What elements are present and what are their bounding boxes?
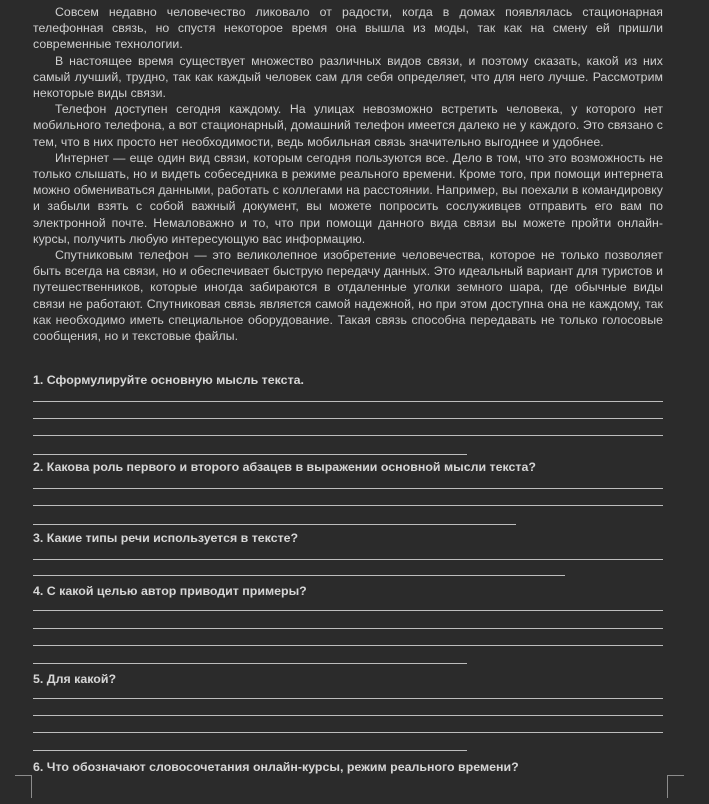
answer-line[interactable] — [33, 559, 663, 560]
answer-line[interactable] — [33, 663, 467, 664]
question-4-block — [33, 583, 307, 599]
question-2-block — [33, 459, 536, 475]
answer-line[interactable] — [33, 401, 663, 402]
paragraph-1: Совсем недавно человечество ликовало от радости, когда в домах появлялась стационарная телефонная связь, но спустя некоторое время она вышла из моды, так как на смену ей пришли современные технологии. — [33, 5, 663, 52]
question-1: 1. Сформулируйте основную мысль текста. — [33, 373, 304, 387]
answer-line[interactable] — [33, 698, 663, 699]
answer-line[interactable] — [33, 418, 663, 419]
question-5: 5. Для какой? — [33, 672, 117, 686]
answer-line[interactable] — [33, 715, 663, 716]
page-corner-left — [15, 775, 32, 798]
answer-line[interactable] — [33, 524, 516, 525]
answer-line[interactable] — [33, 628, 663, 629]
document-page — [33, 4, 663, 774]
question-6-block — [33, 759, 519, 775]
paragraph-3: Телефон доступен сегодня каждому. На улицах невозможно встретить человека, у которого нет мобильного телефона, а вот стационарный, домашний телефон имеется далеко не у каждого. Это связано с тем, что в них просто нет необходимости, ведь мобильная связь значительно выгоднее и удобнее. — [33, 102, 663, 149]
answer-line[interactable] — [33, 454, 467, 455]
text-body — [33, 4, 663, 344]
answer-line[interactable] — [33, 505, 663, 506]
answer-line[interactable] — [33, 435, 663, 436]
answer-line[interactable] — [33, 610, 663, 611]
question-4: 4. С какой целью автор приводит примеры? — [33, 584, 307, 598]
question-5-block — [33, 671, 116, 687]
answer-line[interactable] — [33, 732, 663, 733]
question-1-block — [33, 372, 304, 388]
answer-line[interactable] — [33, 575, 565, 576]
question-3-block — [33, 530, 298, 546]
question-2: 2. Какова роль первого и второго абзацев в выражении основной мысли текста? — [33, 460, 536, 474]
paragraph-2: В настоящее время существует множество различных видов связи, и поэтому сказать, какой из них самый лучший, трудно, так как каждый человек сам для себя определяет, что для него лучше. Рассмотрим некоторые виды связи. — [33, 53, 663, 101]
question-3: 3. Какие типы речи используется в тексте? — [33, 531, 299, 545]
page-corner-right — [667, 775, 684, 798]
question-6: 6. Что обозначают словосочетания онлайн-курсы, режим реального времени? — [33, 760, 519, 774]
answer-line[interactable] — [33, 488, 663, 489]
answer-line[interactable] — [33, 750, 467, 751]
answer-line[interactable] — [33, 645, 663, 646]
paragraph-4: Интернет — еще один вид связи, которым сегодня пользуются все. Дело в том, что это возможность не только слышать, но и видеть собеседника в режиме реального времени. Кроме того, при помощи интернета можно обмениваться данными, работать с коллегами на расстоянии. Например, вы поехали в командировку и забыли взять с собой важный документ, вы можете попросить сослуживцев отправить его вам по электронной почте. Немаловажно и то, что при помощи данного вида связи вы можете пройти онлайн-курсы, получить любую интересующую вас информацию. — [33, 150, 663, 246]
paragraph-5: Спутниковым телефон — это великолепное изобретение человечества, которое не только позволяет быть всегда на связи, но и обеспечивает быструю передачу данных. Это идеальный вариант для туристов и путешественников, которые иногда забираются в отдаленные уголки земного шара, где обычные виды связи не работают. Спутниковая связь является самой надежной, но при этом доступна она не каждому, так как необходимо иметь специальное оборудование. Такая связь способна передавать не только голосовые сообщения, но и текстовые файлы. — [33, 248, 663, 344]
